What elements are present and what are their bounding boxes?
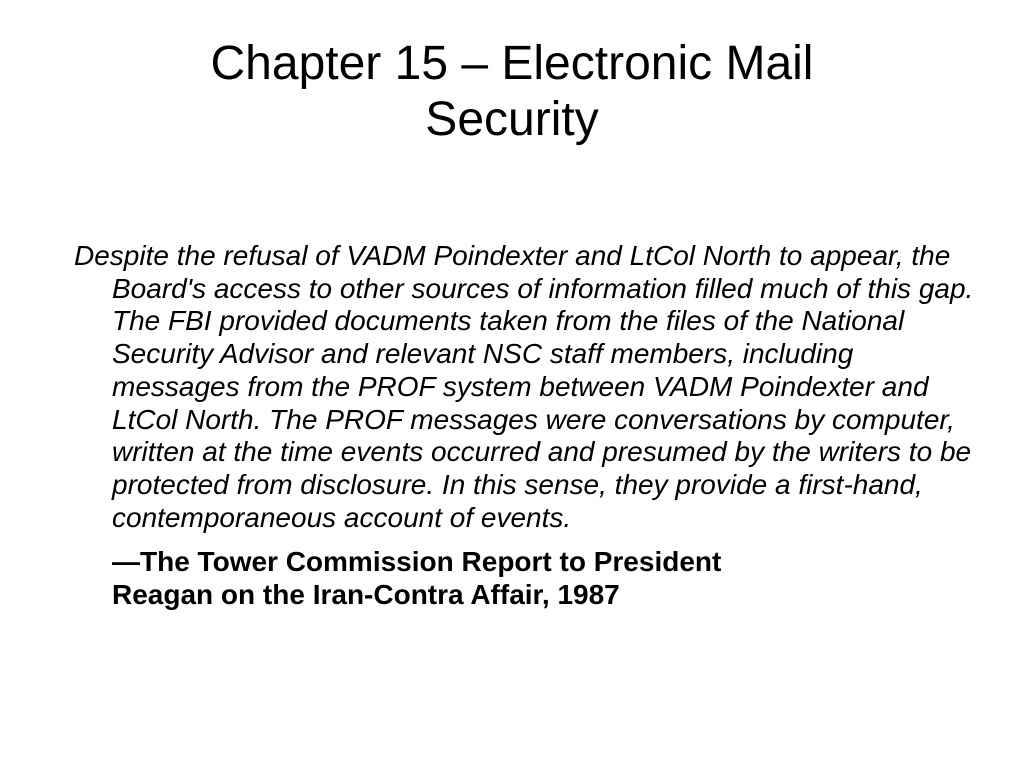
attribution-line-1: —The Tower Commission Report to President [112,546,722,578]
slide-title-line-2: Security [425,93,599,146]
slide-body [74,240,974,612]
quote-text: Despite the refusal of VADM Poindexter and LtCol North to appear, the Board's access to other sources of information filled much of this gap. The FBI provided documents taken from the files of the National Security Advisor and relevant NSC staff members, including messages from the PROF system between VADM Poindexter and LtCol North. The PROF messages were conversations by computer, written at the time events occurred and presumed by the writers to be protected from disclosure. In this sense, they provide a first-hand, contemporaneous account of events. [74,240,974,533]
slide-title [0,36,1024,148]
quote-attribution [74,546,974,611]
attribution-line-2: Reagan on the Iran-Contra Affair, 1987 [112,579,620,611]
slide-title-line-1: Chapter 15 – Electronic Mail [210,37,814,90]
